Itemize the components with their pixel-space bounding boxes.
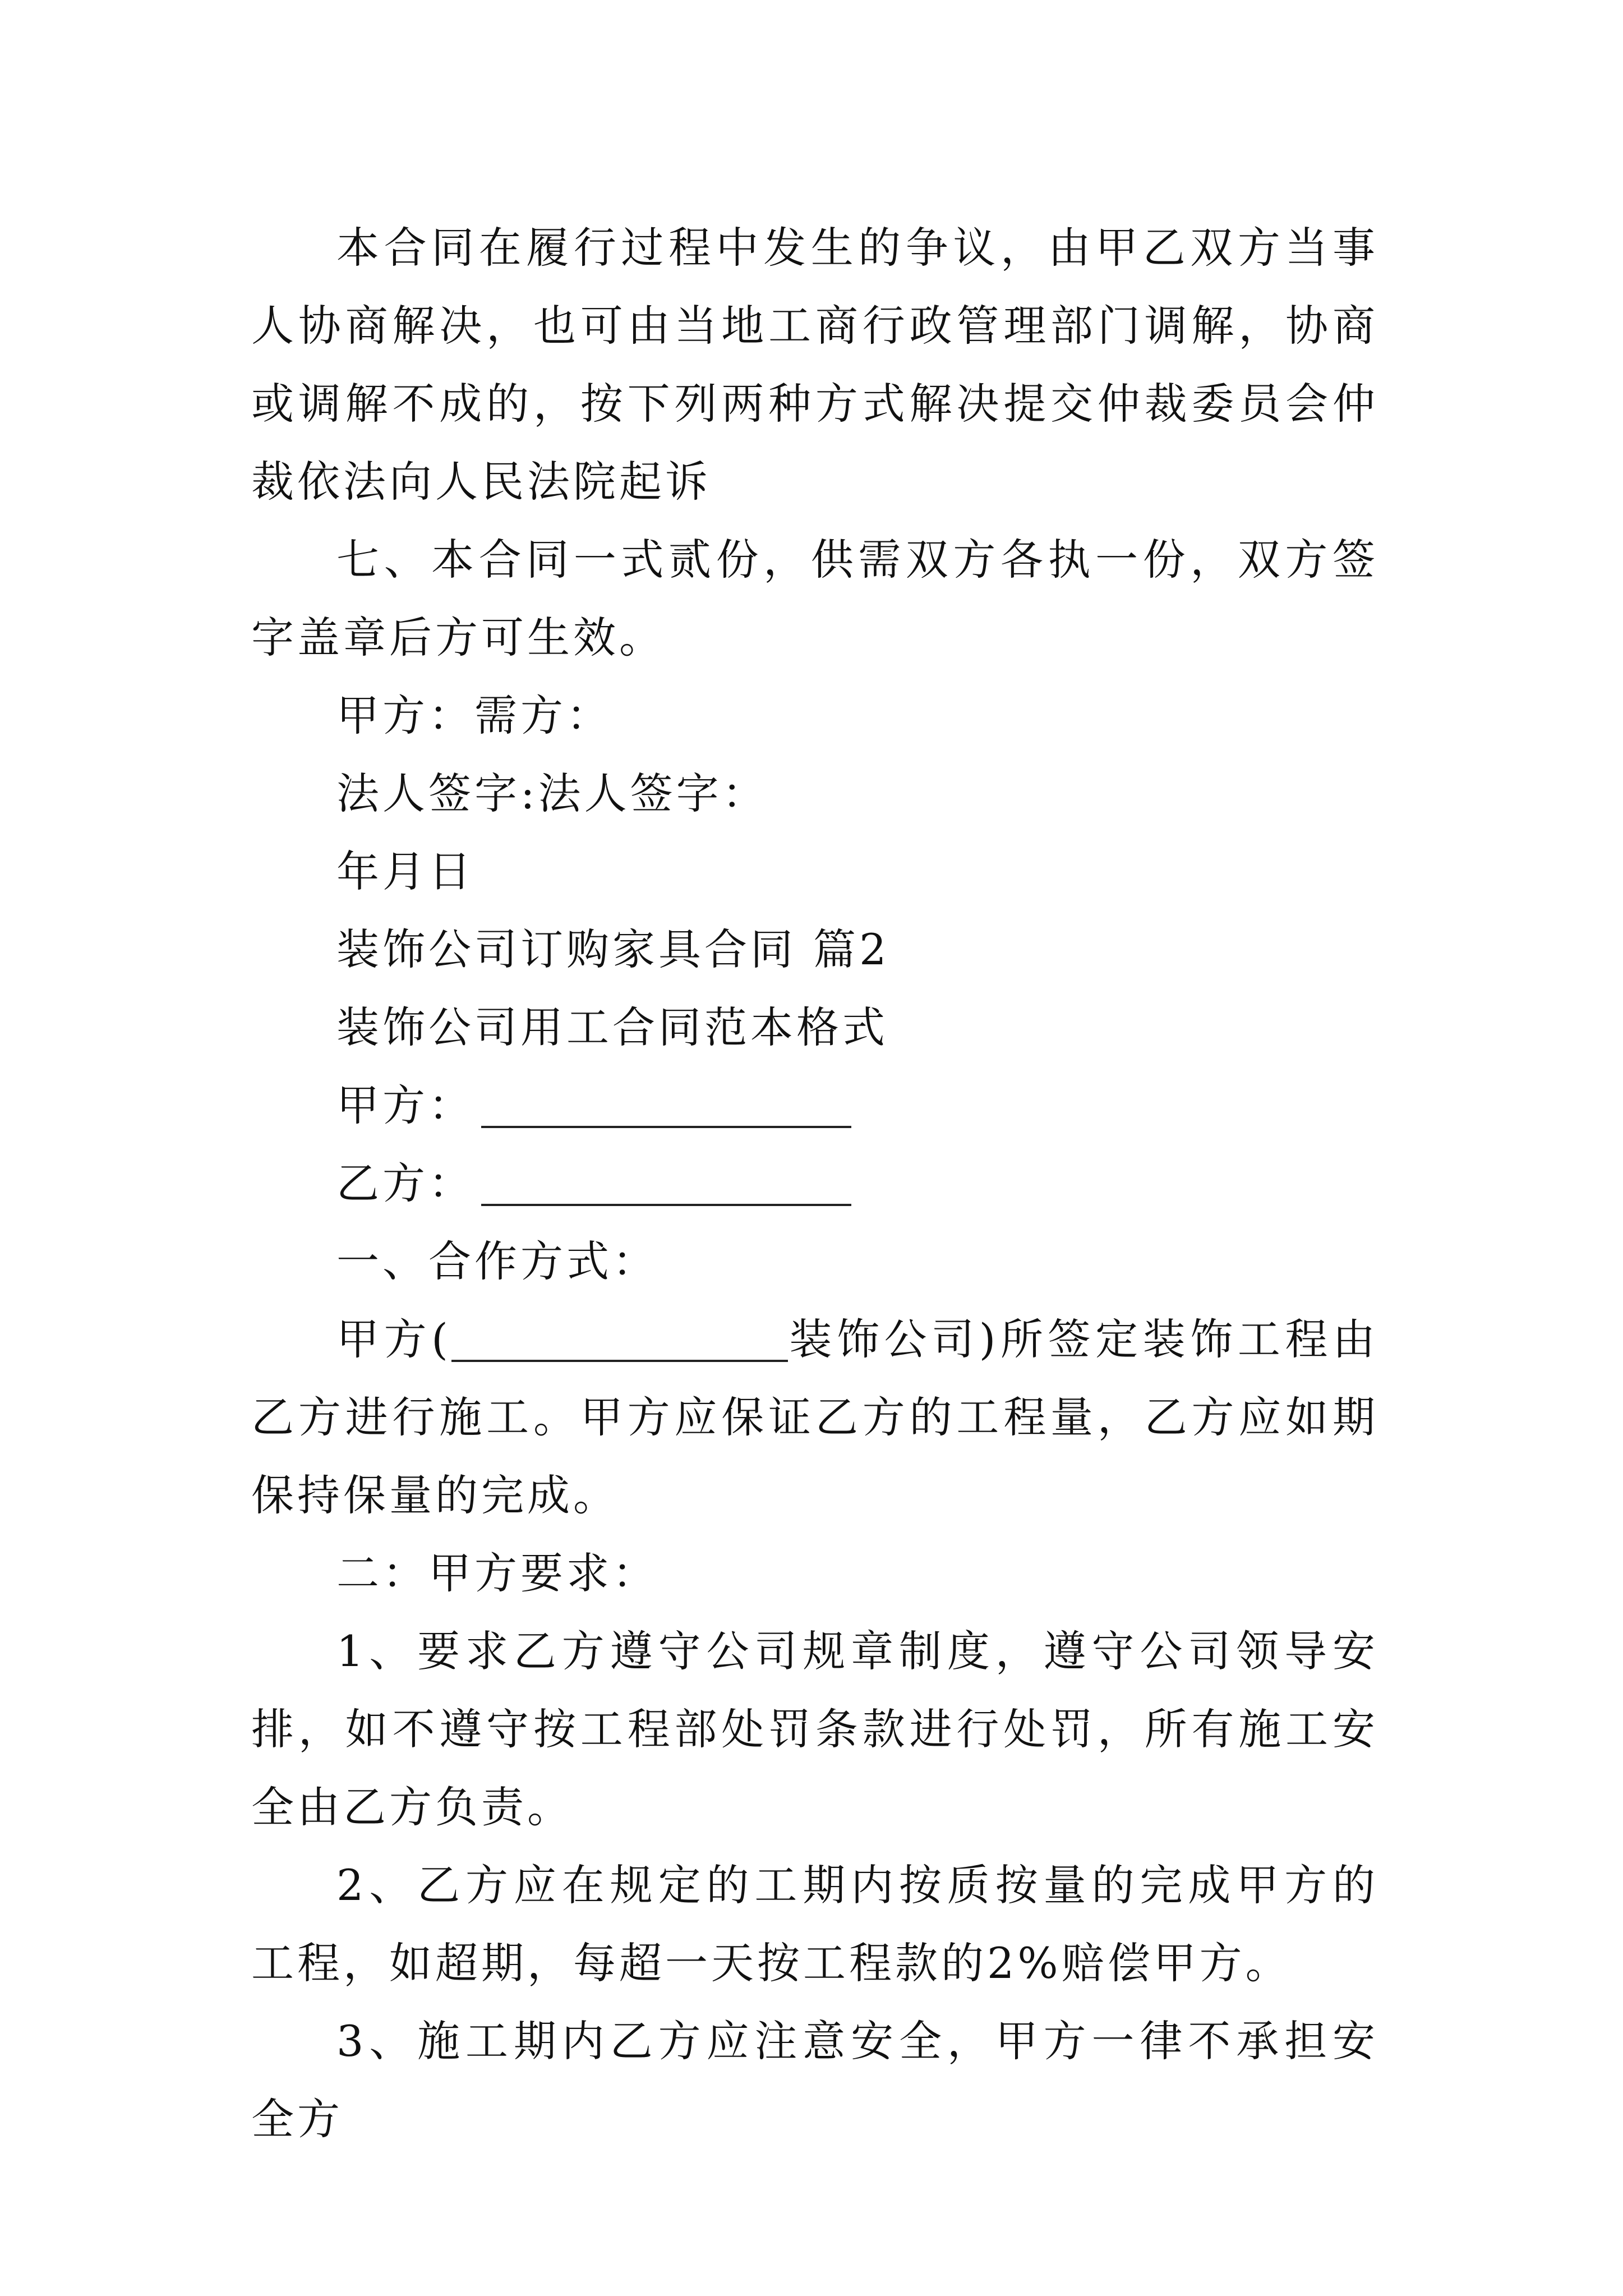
- requirement-2: 2、乙方应在规定的工期内按质按量的完成甲方的工程，如超期，每超一天按工程款的2%赔偿甲方。: [251, 1860, 1378, 1988]
- cooperation-prefix: 甲方(: [336, 1314, 451, 1364]
- company-name-blank: [451, 1318, 788, 1362]
- requirement-1: 1、要求乙方遵守公司规章制度，遵守公司领导安排，如不遵守按工程部处罚条款进行处罚，所有施工安全由乙方负责。: [251, 1626, 1378, 1832]
- party-b-line: [251, 1144, 1378, 1222]
- paragraph-date: 年月日: [336, 846, 474, 896]
- document-body: [251, 209, 1378, 2158]
- cooperation-heading: 一、合作方式：: [336, 1236, 658, 1286]
- paragraph-signatures: 法人签字:法人签字：: [336, 769, 768, 818]
- party-a-blank: [481, 1084, 851, 1128]
- section-heading: 装饰公司订购家具合同 篇2: [336, 924, 890, 974]
- party-a-line: [251, 1066, 1378, 1144]
- party-a-label: 甲方：: [336, 1080, 474, 1130]
- requirement-3: 3、施工期内乙方应注意安全，甲方一律不承担安全方: [251, 2016, 1378, 2144]
- cooperation-paragraph: [251, 1300, 1378, 1534]
- party-b-label: 乙方：: [336, 1158, 474, 1208]
- requirements-heading: 二：甲方要求：: [336, 1548, 658, 1598]
- paragraph-dispute: 本合同在履行过程中发生的争议，由甲乙双方当事人协商解决，也可由当地工商行政管理部门调解，协商或调解不成的，按下列两种方式解决提交仲裁委员会仲裁依法向人民法院起诉: [251, 223, 1378, 507]
- paragraph-parties: 甲方：需方：: [336, 691, 612, 740]
- cooperation-suffix: 装饰公司)所签定装饰工程由乙方进行施工。甲方应保证乙方的工程量，乙方应如期保持保量的完成。: [251, 1314, 1378, 1520]
- contract-title: 装饰公司用工合同范本格式: [336, 1002, 888, 1052]
- party-b-blank: [481, 1162, 851, 1206]
- paragraph-clause-7: 七、本合同一式贰份，供需双方各执一份，双方签字盖章后方可生效。: [251, 535, 1378, 662]
